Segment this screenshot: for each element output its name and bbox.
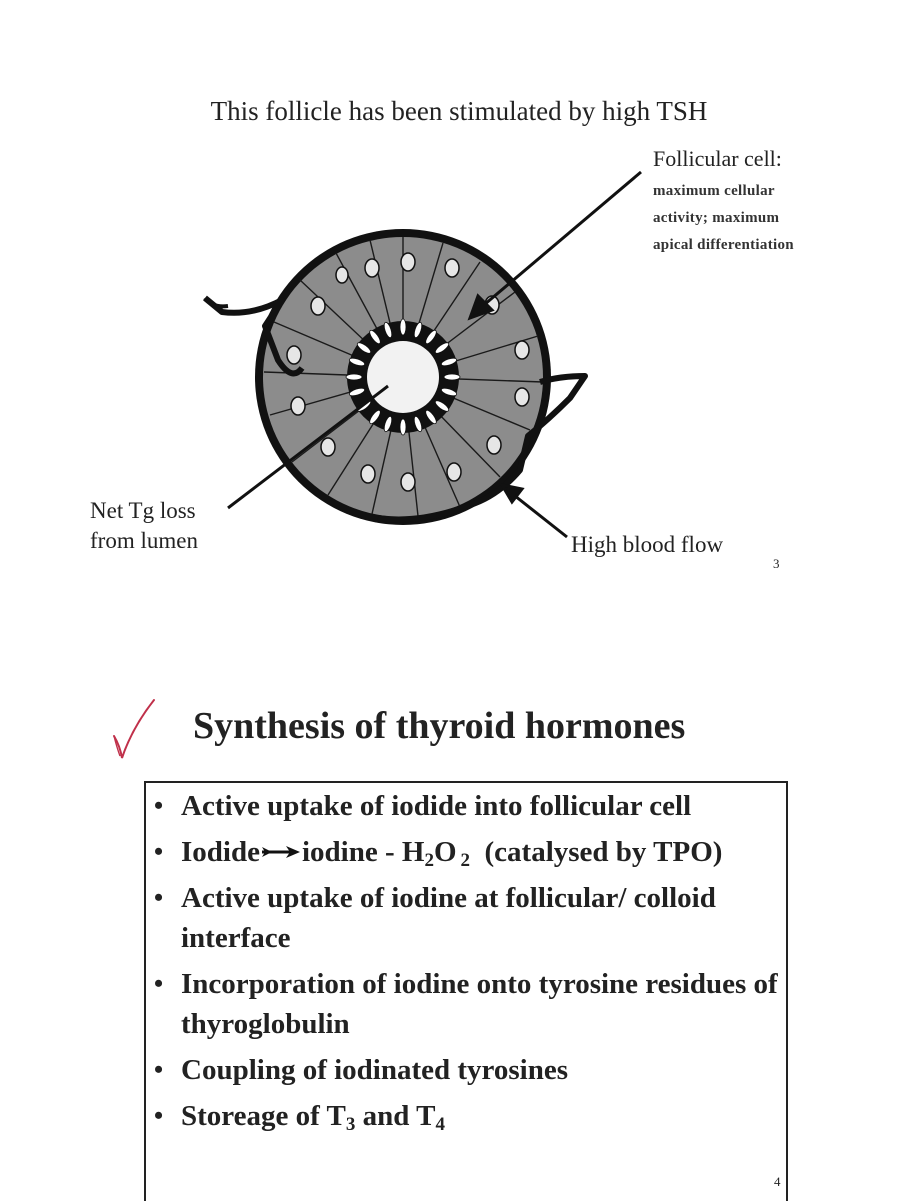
list-item: [152, 1050, 792, 1090]
blood-flow-label: High blood flow: [571, 532, 724, 557]
bullet-dot: •: [154, 1055, 164, 1084]
subscript: 2: [424, 850, 434, 871]
list-item: [152, 878, 792, 958]
follicular-desc-line: maximum cellular: [653, 183, 775, 199]
bullet-text: Active uptake of iodide into follicular cell: [181, 790, 692, 822]
subscript: 3: [345, 1114, 356, 1135]
tg-loss-line: Net Tg loss: [90, 498, 196, 523]
bullet-text: Storeage of T: [181, 1100, 346, 1132]
checkmark-icon: [108, 696, 158, 766]
bullet-text: and T: [362, 1100, 436, 1132]
bullet-dot: •: [154, 969, 164, 998]
follicular-cell-label: Follicular cell:: [653, 146, 782, 171]
bullet-text: Active uptake of iodine at follicular/ colloid interface: [181, 882, 716, 954]
subscript: 2: [460, 850, 471, 871]
page-number: 3: [773, 556, 780, 571]
bullet-dot: •: [154, 791, 164, 820]
bullet-dot: •: [154, 1101, 164, 1130]
bullet-dot: •: [154, 837, 164, 866]
subscript: 4: [435, 1114, 445, 1135]
slide1-title: This follicle has been stimulated by high TSH: [210, 96, 708, 126]
follicular-desc-line: activity; maximum: [653, 210, 780, 226]
bullet-text: (catalysed by TPO): [484, 836, 723, 868]
bullet-list: [152, 786, 792, 1142]
list-item: [152, 832, 792, 872]
bullet-text: Coupling of iodinated tyrosines: [181, 1054, 569, 1086]
bullet-text: Incorporation of iodine onto tyrosine residues of thyroglobulin: [181, 968, 778, 1040]
follicular-pointer: [478, 172, 641, 310]
tg-loss-label: [90, 496, 198, 556]
list-item: [152, 786, 792, 826]
follicular-desc-line: apical differentiation: [653, 237, 794, 253]
bullet-dot: •: [154, 883, 164, 912]
list-item: [152, 964, 792, 1044]
slide2-title: Synthesis of thyroid hormones: [193, 705, 686, 747]
arrow-right-icon: [262, 845, 300, 859]
bullet-text: iodine - H: [301, 836, 425, 868]
bullet-text: O: [433, 836, 457, 868]
bullet-text: Iodide: [181, 836, 260, 868]
tg-loss-line: from lumen: [90, 528, 198, 553]
follicular-cell-description: [653, 178, 794, 259]
blood-pointer: [510, 492, 567, 537]
list-item: [152, 1096, 792, 1136]
page-number: 4: [774, 1174, 781, 1189]
